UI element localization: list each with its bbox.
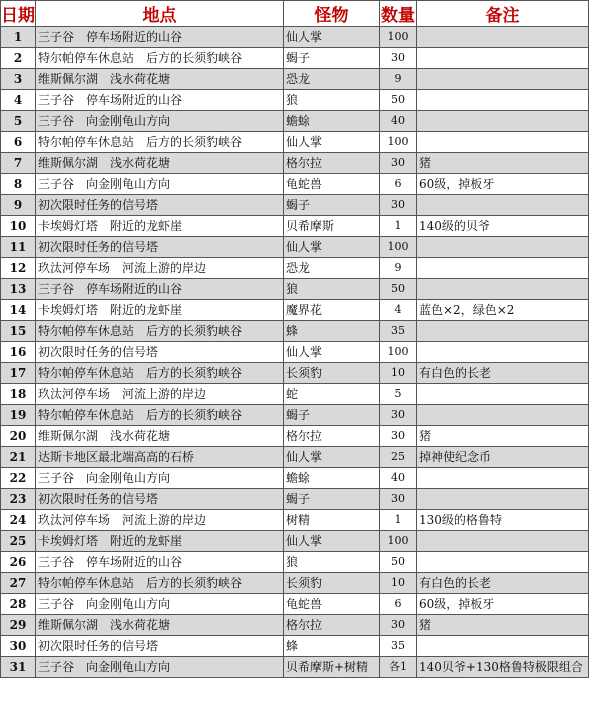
table-row <box>1 342 589 363</box>
cell-monster: 蝎子 <box>284 405 380 426</box>
cell-monster: 狼 <box>284 552 380 573</box>
cell-location: 初次限时任务的信号塔 <box>36 195 284 216</box>
cell-note <box>417 27 589 48</box>
cell-quantity: 30 <box>380 489 417 510</box>
cell-quantity: 5 <box>380 384 417 405</box>
cell-quantity: 30 <box>380 405 417 426</box>
cell-note: 蓝色×2，绿色×2 <box>417 300 589 321</box>
cell-quantity: 30 <box>380 48 417 69</box>
cell-quantity: 30 <box>380 195 417 216</box>
cell-monster: 狼 <box>284 90 380 111</box>
cell-monster: 仙人掌 <box>284 531 380 552</box>
cell-location: 特尔帕停车休息站 后方的长须豹峡谷 <box>36 132 284 153</box>
cell-day: 1 <box>1 27 36 48</box>
cell-day: 16 <box>1 342 36 363</box>
table-row <box>1 258 589 279</box>
cell-monster: 长须豹 <box>284 573 380 594</box>
table-row <box>1 69 589 90</box>
cell-note <box>417 489 589 510</box>
cell-day: 25 <box>1 531 36 552</box>
cell-quantity: 6 <box>380 174 417 195</box>
cell-note: 有白色的长老 <box>417 573 589 594</box>
cell-day: 7 <box>1 153 36 174</box>
cell-day: 30 <box>1 636 36 657</box>
cell-location: 维斯佩尔湖 浅水荷花塘 <box>36 426 284 447</box>
cell-note: 猪 <box>417 426 589 447</box>
cell-note <box>417 384 589 405</box>
cell-day: 20 <box>1 426 36 447</box>
cell-quantity: 35 <box>380 321 417 342</box>
table-row <box>1 594 589 615</box>
cell-location: 三子谷 向金刚龟山方向 <box>36 468 284 489</box>
cell-monster: 蛇 <box>284 384 380 405</box>
cell-day: 27 <box>1 573 36 594</box>
cell-location: 初次限时任务的信号塔 <box>36 489 284 510</box>
cell-quantity: 10 <box>380 363 417 384</box>
cell-quantity: 40 <box>380 111 417 132</box>
table-row <box>1 132 589 153</box>
cell-location: 卡埃姆灯塔 附近的龙虾崖 <box>36 531 284 552</box>
cell-location: 三子谷 向金刚龟山方向 <box>36 174 284 195</box>
cell-location: 卡埃姆灯塔 附近的龙虾崖 <box>36 300 284 321</box>
cell-quantity: 30 <box>380 153 417 174</box>
table-row <box>1 531 589 552</box>
cell-note: 猪 <box>417 615 589 636</box>
table-row <box>1 300 589 321</box>
cell-quantity: 35 <box>380 636 417 657</box>
cell-note <box>417 90 589 111</box>
cell-location: 特尔帕停车休息站 后方的长须豹峡谷 <box>36 363 284 384</box>
cell-monster: 魔界花 <box>284 300 380 321</box>
cell-day: 12 <box>1 258 36 279</box>
cell-monster: 格尔拉 <box>284 153 380 174</box>
cell-monster: 格尔拉 <box>284 615 380 636</box>
table-body <box>1 27 589 678</box>
cell-monster: 贝希摩斯+树精 <box>284 657 380 678</box>
cell-day: 15 <box>1 321 36 342</box>
cell-day: 24 <box>1 510 36 531</box>
cell-location: 三子谷 停车场附近的山谷 <box>36 552 284 573</box>
cell-day: 14 <box>1 300 36 321</box>
cell-quantity: 100 <box>380 342 417 363</box>
table-row <box>1 552 589 573</box>
cell-note <box>417 132 589 153</box>
cell-day: 29 <box>1 615 36 636</box>
cell-monster: 蝎子 <box>284 48 380 69</box>
cell-day: 3 <box>1 69 36 90</box>
cell-day: 10 <box>1 216 36 237</box>
cell-monster: 蝎子 <box>284 489 380 510</box>
cell-day: 13 <box>1 279 36 300</box>
header-row <box>1 1 589 27</box>
cell-location: 三子谷 向金刚龟山方向 <box>36 111 284 132</box>
cell-quantity: 50 <box>380 90 417 111</box>
cell-monster: 蜂 <box>284 321 380 342</box>
header-monster: 怪物 <box>284 1 380 27</box>
cell-location: 初次限时任务的信号塔 <box>36 342 284 363</box>
cell-monster: 仙人掌 <box>284 132 380 153</box>
cell-quantity: 4 <box>380 300 417 321</box>
table-row <box>1 657 589 678</box>
cell-monster: 龟蛇兽 <box>284 594 380 615</box>
table-row <box>1 321 589 342</box>
cell-location: 维斯佩尔湖 浅水荷花塘 <box>36 615 284 636</box>
cell-monster: 树精 <box>284 510 380 531</box>
cell-monster: 格尔拉 <box>284 426 380 447</box>
cell-day: 8 <box>1 174 36 195</box>
cell-note <box>417 531 589 552</box>
cell-quantity: 100 <box>380 237 417 258</box>
table-row <box>1 237 589 258</box>
cell-note: 猪 <box>417 153 589 174</box>
cell-location: 三子谷 停车场附近的山谷 <box>36 90 284 111</box>
cell-location: 特尔帕停车休息站 后方的长须豹峡谷 <box>36 573 284 594</box>
cell-note: 掉神使纪念币 <box>417 447 589 468</box>
cell-monster: 仙人掌 <box>284 342 380 363</box>
cell-note: 130级的格鲁特 <box>417 510 589 531</box>
cell-location: 三子谷 向金刚龟山方向 <box>36 594 284 615</box>
cell-monster: 仙人掌 <box>284 447 380 468</box>
cell-monster: 恐龙 <box>284 69 380 90</box>
cell-monster: 贝希摩斯 <box>284 216 380 237</box>
header-day: 日期 <box>1 1 36 27</box>
cell-note <box>417 258 589 279</box>
cell-note: 60级，掉板牙 <box>417 174 589 195</box>
cell-note <box>417 552 589 573</box>
cell-location: 卡埃姆灯塔 附近的龙虾崖 <box>36 216 284 237</box>
table-row <box>1 426 589 447</box>
cell-monster: 蟾蜍 <box>284 468 380 489</box>
cell-day: 19 <box>1 405 36 426</box>
cell-quantity: 1 <box>380 216 417 237</box>
cell-monster: 仙人掌 <box>284 237 380 258</box>
cell-note <box>417 279 589 300</box>
cell-quantity: 1 <box>380 510 417 531</box>
cell-note <box>417 48 589 69</box>
table-row <box>1 510 589 531</box>
cell-quantity: 6 <box>380 594 417 615</box>
cell-day: 28 <box>1 594 36 615</box>
cell-note <box>417 468 589 489</box>
cell-monster: 恐龙 <box>284 258 380 279</box>
cell-note <box>417 405 589 426</box>
cell-quantity: 50 <box>380 279 417 300</box>
cell-location: 特尔帕停车休息站 后方的长须豹峡谷 <box>36 321 284 342</box>
cell-location: 玖汰河停车场 河流上游的岸边 <box>36 258 284 279</box>
table-row <box>1 153 589 174</box>
table-row <box>1 468 589 489</box>
table-row <box>1 384 589 405</box>
cell-day: 2 <box>1 48 36 69</box>
cell-quantity: 9 <box>380 258 417 279</box>
cell-location: 三子谷 向金刚龟山方向 <box>36 657 284 678</box>
cell-quantity: 30 <box>380 426 417 447</box>
cell-quantity: 100 <box>380 27 417 48</box>
cell-monster: 蜂 <box>284 636 380 657</box>
table-row <box>1 573 589 594</box>
cell-note: 60级，掉板牙 <box>417 594 589 615</box>
cell-note <box>417 111 589 132</box>
cell-monster: 龟蛇兽 <box>284 174 380 195</box>
table-row <box>1 111 589 132</box>
cell-note: 140级的贝爷 <box>417 216 589 237</box>
cell-location: 三子谷 停车场附近的山谷 <box>36 279 284 300</box>
cell-location: 达斯卡地区最北端高高的石桥 <box>36 447 284 468</box>
table-row <box>1 48 589 69</box>
table-row <box>1 489 589 510</box>
table-row <box>1 216 589 237</box>
cell-day: 22 <box>1 468 36 489</box>
cell-day: 6 <box>1 132 36 153</box>
cell-monster: 蟾蜍 <box>284 111 380 132</box>
cell-day: 5 <box>1 111 36 132</box>
cell-monster: 蝎子 <box>284 195 380 216</box>
cell-day: 4 <box>1 90 36 111</box>
cell-note <box>417 69 589 90</box>
cell-quantity: 40 <box>380 468 417 489</box>
table-row <box>1 447 589 468</box>
cell-location: 特尔帕停车休息站 后方的长须豹峡谷 <box>36 48 284 69</box>
table-row <box>1 405 589 426</box>
cell-day: 26 <box>1 552 36 573</box>
cell-quantity: 9 <box>380 69 417 90</box>
cell-location: 玖汰河停车场 河流上游的岸边 <box>36 510 284 531</box>
header-location: 地点 <box>36 1 284 27</box>
cell-note: 140贝爷+130格鲁特极限组合 <box>417 657 589 678</box>
cell-quantity: 10 <box>380 573 417 594</box>
cell-monster: 仙人掌 <box>284 27 380 48</box>
cell-note <box>417 342 589 363</box>
table-row <box>1 615 589 636</box>
cell-location: 三子谷 停车场附近的山谷 <box>36 27 284 48</box>
header-quantity: 数量 <box>380 1 417 27</box>
cell-note: 有白色的长老 <box>417 363 589 384</box>
cell-monster: 狼 <box>284 279 380 300</box>
cell-day: 21 <box>1 447 36 468</box>
cell-location: 维斯佩尔湖 浅水荷花塘 <box>36 153 284 174</box>
cell-quantity: 各1 <box>380 657 417 678</box>
cell-location: 初次限时任务的信号塔 <box>36 237 284 258</box>
cell-day: 9 <box>1 195 36 216</box>
table-row <box>1 195 589 216</box>
table-row <box>1 90 589 111</box>
cell-quantity: 30 <box>380 615 417 636</box>
cell-day: 17 <box>1 363 36 384</box>
cell-note <box>417 636 589 657</box>
cell-location: 维斯佩尔湖 浅水荷花塘 <box>36 69 284 90</box>
cell-note <box>417 321 589 342</box>
table-row <box>1 27 589 48</box>
cell-quantity: 25 <box>380 447 417 468</box>
table-row <box>1 174 589 195</box>
cell-location: 初次限时任务的信号塔 <box>36 636 284 657</box>
cell-quantity: 100 <box>380 132 417 153</box>
cell-note <box>417 195 589 216</box>
header-note: 备注 <box>417 1 589 27</box>
cell-day: 18 <box>1 384 36 405</box>
cell-day: 31 <box>1 657 36 678</box>
cell-location: 特尔帕停车休息站 后方的长须豹峡谷 <box>36 405 284 426</box>
table-row <box>1 363 589 384</box>
table-row <box>1 636 589 657</box>
cell-monster: 长须豹 <box>284 363 380 384</box>
cell-day: 11 <box>1 237 36 258</box>
cell-note <box>417 237 589 258</box>
table-row <box>1 279 589 300</box>
cell-day: 23 <box>1 489 36 510</box>
cell-location: 玖汰河停车场 河流上游的岸边 <box>36 384 284 405</box>
cell-quantity: 100 <box>380 531 417 552</box>
cell-quantity: 50 <box>380 552 417 573</box>
